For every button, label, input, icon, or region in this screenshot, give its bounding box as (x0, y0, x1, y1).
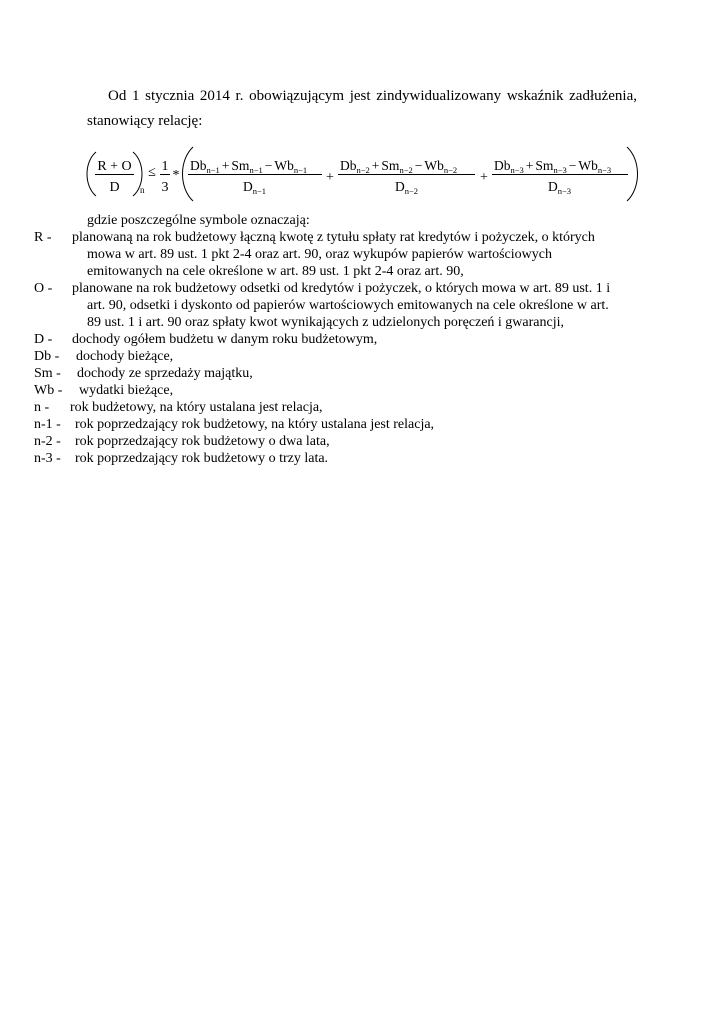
def-wb-symbol: Wb - (34, 383, 63, 398)
def-n-symbol: n - (34, 400, 50, 415)
lhs-numerator: R + O (97, 159, 132, 174)
def-n1-text: rok poprzedzający rok budżetowy, na który ustalana jest relacja, (75, 417, 435, 432)
term-1-wb-sub: n−1 (293, 165, 308, 175)
debt-ratio-formula (0, 140, 724, 210)
term-1-numerator (190, 158, 307, 175)
term-3-numerator: $Db_{n-3} + Sm_{n-3} - Wb_{n-3}$ (494, 158, 612, 175)
lhs-open-paren (87, 152, 96, 196)
term-2-denominator: $D_{n-2}$ (395, 179, 419, 196)
lhs-denominator: D (109, 180, 120, 195)
def-d-symbol: D - (34, 332, 53, 347)
intro-line-1: Od 1 stycznia 2014 r. obowiązującym jest zindywidualizowany wskaźnik zadłużenia, (108, 88, 637, 104)
def-r-symbol: R - (34, 230, 52, 245)
rhs-close-paren (627, 147, 638, 201)
def-o-symbol: O - (34, 281, 53, 296)
plus-sign-1: + (326, 170, 334, 185)
def-o-line-1: planowane na rok budżetowy odsetki od kredytów i pożyczek, o których mowa w art. 89 ust. 1 i (72, 281, 611, 296)
def-sm-symbol: Sm - (34, 366, 61, 381)
lhs-subscript: n (140, 185, 145, 195)
def-n3-text: rok poprzedzający rok budżetowy o trzy lata. (75, 451, 329, 466)
term-3-denominator: $D_{n-3}$ (548, 179, 572, 196)
factor-denominator: 3 (161, 180, 169, 195)
term-1-plus: + (221, 158, 230, 173)
def-r-line-2: mowa w art. 89 ust. 1 pkt 2-4 oraz art. 90, oraz wykupów papierów wartościowych (87, 247, 552, 262)
term-1-db: Db (190, 158, 207, 173)
def-d-text: dochody ogółem budżetu w danym roku budżetowym, (72, 332, 378, 347)
def-n1-symbol: n-1 - (34, 417, 61, 432)
def-wb-text: wydatki bieżące, (79, 383, 174, 398)
legend-intro: gdzie poszczególne symbole oznaczają: (87, 213, 310, 228)
term-1-db-sub: n−1 (206, 165, 220, 175)
def-db-text: dochody bieżące, (76, 349, 174, 364)
def-r-line-3: emitowanych na cele określone w art. 89 ust. 1 pkt 2-4 oraz art. 90, (87, 264, 464, 279)
multiply-sign: * (172, 168, 180, 183)
term-1-minus: − (264, 158, 273, 173)
relation-sign: ≤ (148, 165, 156, 180)
term-1-sm-sub: n−1 (249, 165, 263, 175)
plus-sign-2: + (480, 170, 488, 185)
def-n-text: rok budżetowy, na który ustalana jest relacja, (70, 400, 323, 415)
def-n2-text: rok poprzedzający rok budżetowy o dwa lata, (75, 434, 330, 449)
def-o-line-3: 89 ust. 1 i art. 90 oraz spłaty kwot wynikających z udzielonych poręczeń i gwarancji, (87, 315, 565, 330)
def-sm-text: dochody ze sprzedaży majątku, (77, 366, 253, 381)
term-1-denominator: $D_{n-1}$ (243, 179, 267, 196)
term-1-sm: Sm (231, 158, 250, 173)
factor-numerator: 1 (161, 159, 169, 174)
def-n3-symbol: n-3 - (34, 451, 61, 466)
def-o-line-2: art. 90, odsetki i dyskonto od papierów wartościowych emitowanych na cele określone w art. (87, 298, 609, 313)
def-n2-symbol: n-2 - (34, 434, 61, 449)
term-1-wb: Wb (274, 158, 294, 173)
intro-line-2: stanowiący relację: (87, 113, 203, 129)
term-2-numerator: $Db_{n-2} + Sm_{n-2} - Wb_{n-2}$ (340, 158, 458, 175)
def-db-symbol: Db - (34, 349, 60, 364)
def-r-line-1: planowaną na rok budżetowy łączną kwotę z tytułu spłaty rat kredytów i pożyczek, o których (72, 230, 595, 245)
